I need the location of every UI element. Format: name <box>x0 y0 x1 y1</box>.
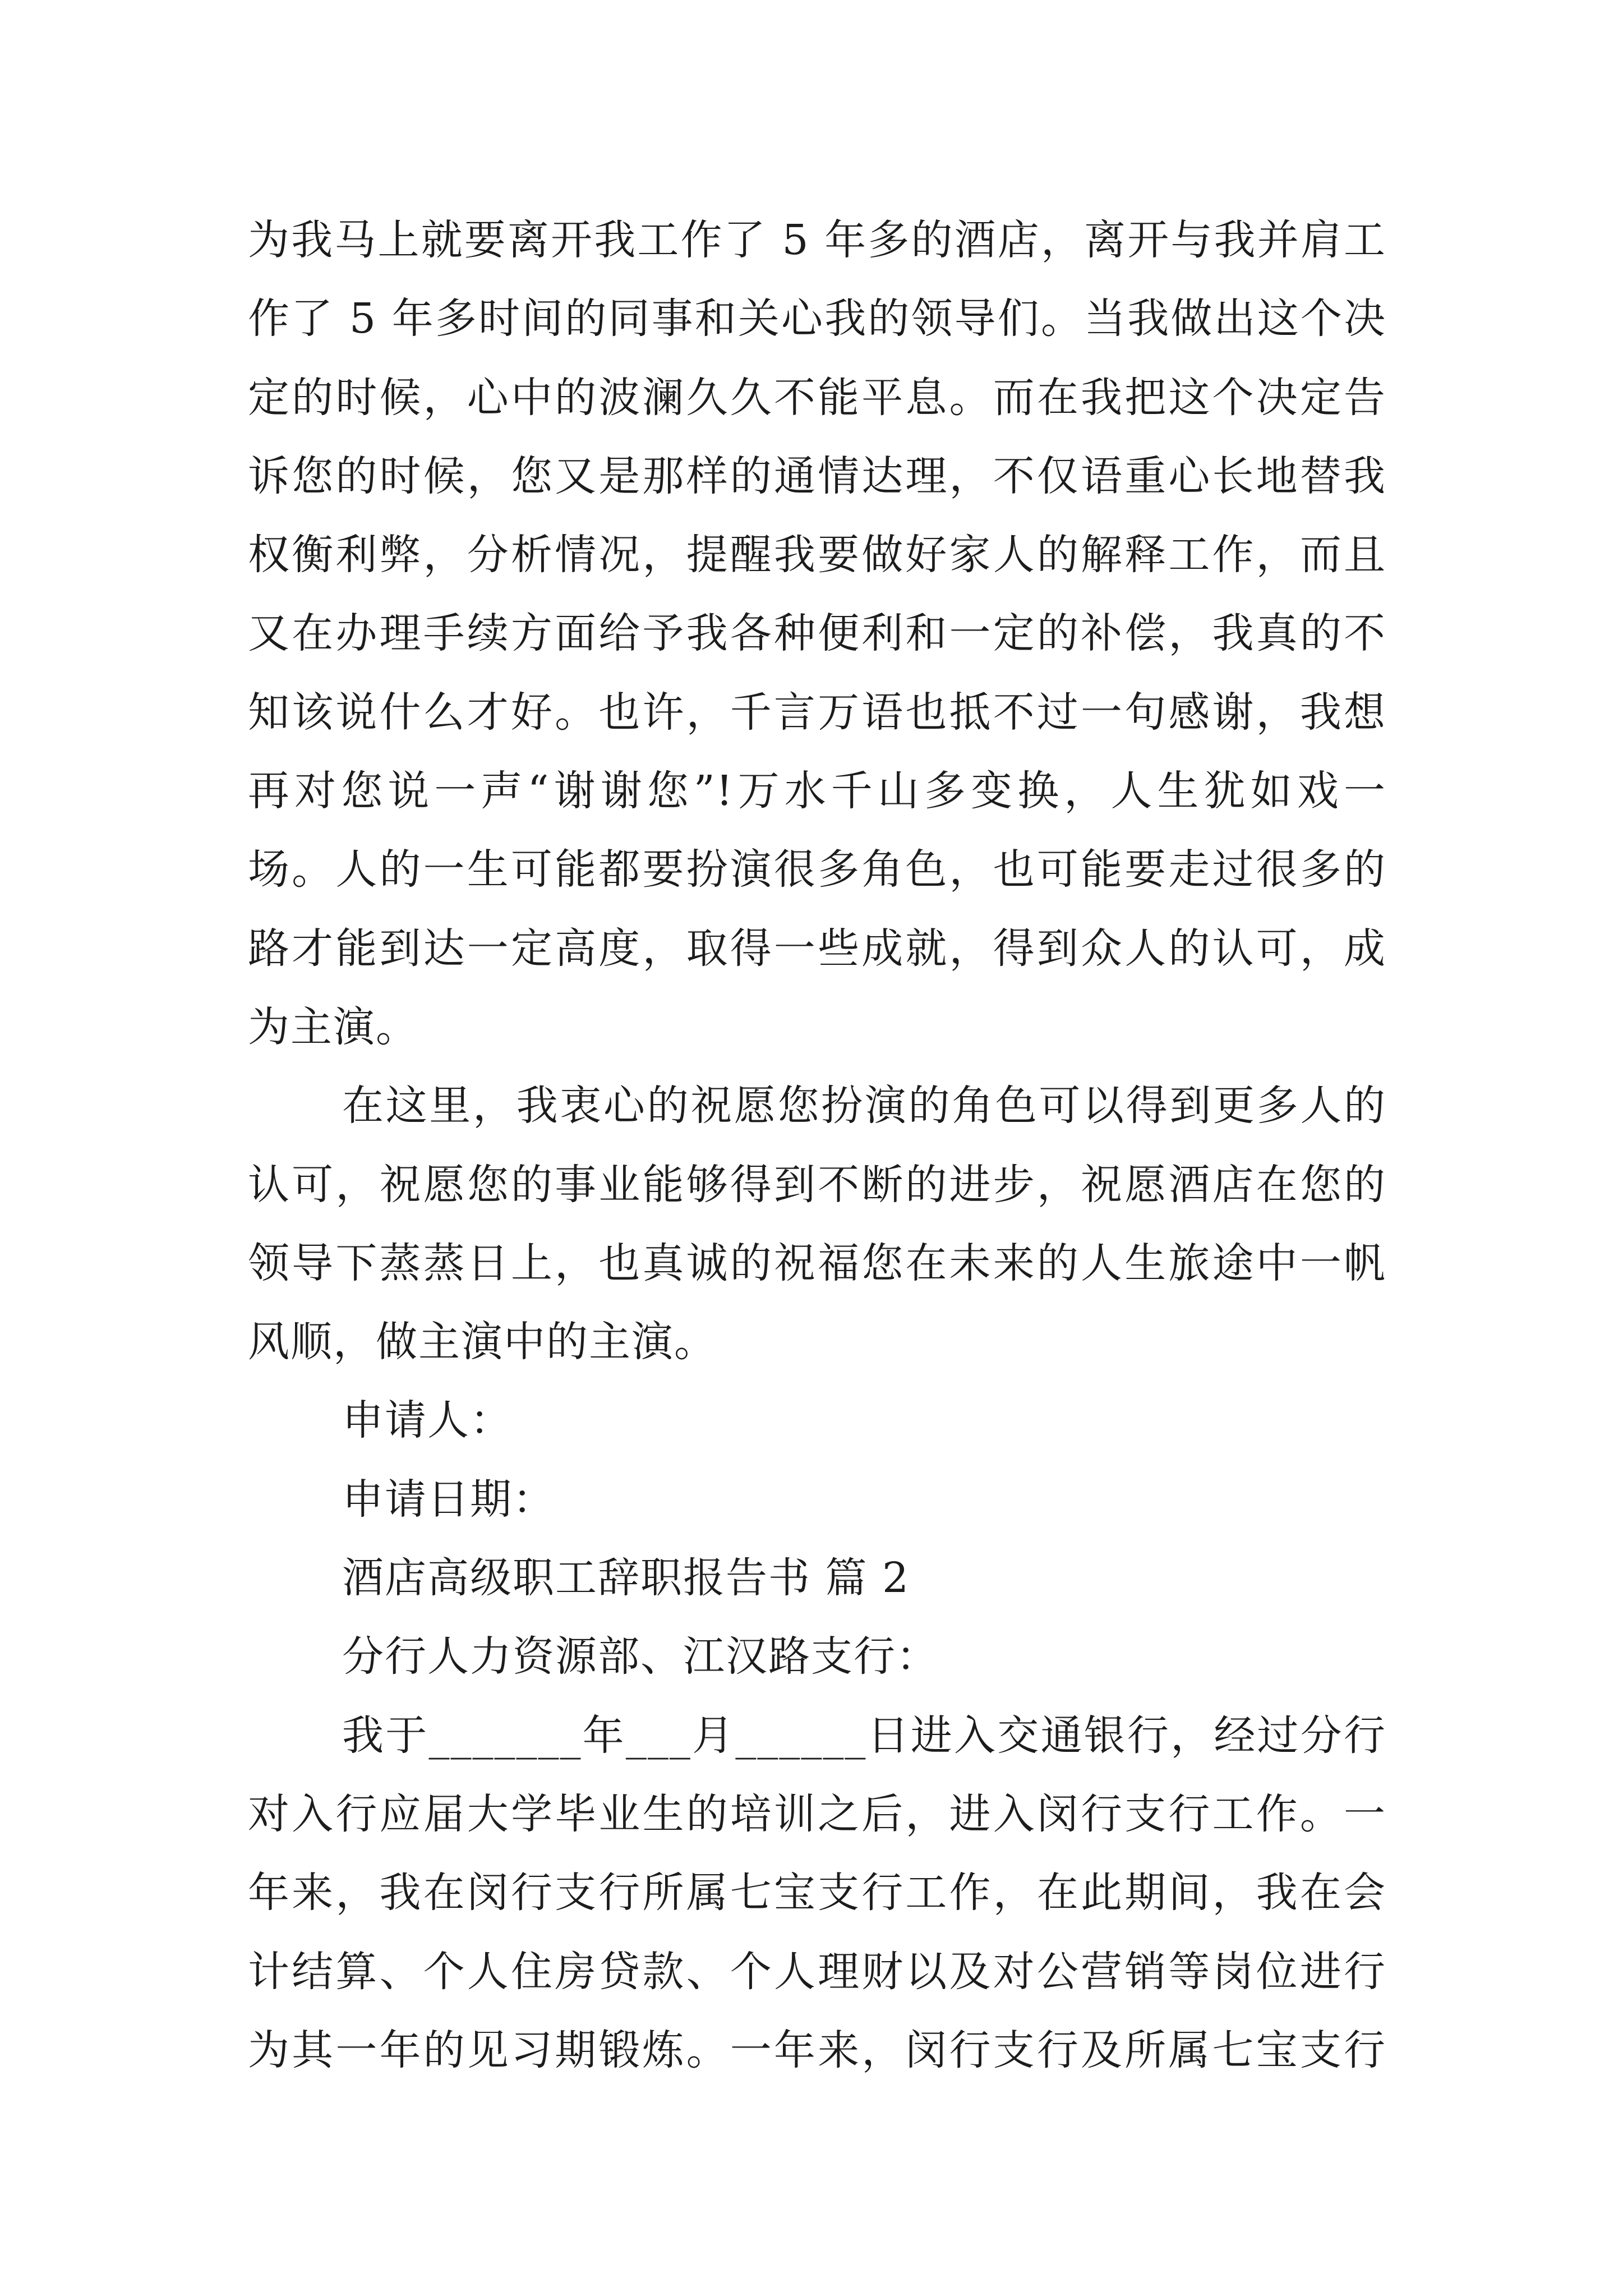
text-line: 对入行应届大学毕业生的培训之后，进入闵行支行工作。一 <box>248 1789 1386 1838</box>
text-line: 年来，我在闵行支行所属七宝支行工作，在此期间，我在会 <box>248 1869 1386 1917</box>
paragraph-bank-intro <box>248 1696 1386 2090</box>
text-line: 权衡利弊，分析情况，提醒我要做好家人的解释工作，而且 <box>248 531 1386 579</box>
text-line: 认可，祝愿您的事业能够得到不断的进步，祝愿酒店在您的 <box>248 1160 1386 1209</box>
paragraph-wishes <box>248 1066 1386 1381</box>
paragraph-thanks <box>248 201 1386 1066</box>
text-line: 为我马上就要离开我工作了 5 年多的酒店，离开与我并肩工 <box>248 216 1386 264</box>
text-line: 为其一年的见习期锻炼。一年来，闵行支行及所属七宝支行 <box>248 2026 1386 2074</box>
text-line: 酒店高级职工辞职报告书 篇 2 <box>342 1554 910 1603</box>
text-line: 诉您的时候，您又是那样的通情达理，不仅语重心长地替我 <box>248 452 1386 500</box>
text-line: 再对您说一声“谢谢您”!万水千山多变换，人生犹如戏一 <box>248 767 1386 816</box>
document-body <box>248 201 1386 2090</box>
text-line: 领导下蒸蒸日上，也真诚的祝福您在未来的人生旅途中一帆 <box>248 1239 1386 1287</box>
applicant-line <box>248 1381 1386 1460</box>
text-line: 知该说什么才好。也许，千言万语也抵不过一句感谢，我想 <box>248 688 1386 737</box>
text-line: 为主演。 <box>248 1002 418 1051</box>
application-date-line <box>248 1460 1386 1539</box>
text-line: 定的时候，心中的波澜久久不能平息。而在我把这个决定告 <box>248 373 1386 422</box>
salutation <box>248 1617 1386 1696</box>
text-line: 风顺，做主演中的主演。 <box>248 1318 717 1366</box>
text-line: 分行人力资源部、江汉路支行： <box>342 1632 939 1681</box>
text-line: 申请人： <box>342 1396 513 1445</box>
text-line: 作了 5 年多时间的同事和关心我的领导们。当我做出这个决 <box>248 295 1386 343</box>
text-line: 我于_______年___月______日进入交通银行，经过分行 <box>342 1711 1386 1760</box>
text-line: 场。人的一生可能都要扮演很多角色，也可能要走过很多的 <box>248 845 1386 894</box>
text-line: 计结算、个人住房贷款、个人理财以及对公营销等岗位进行 <box>248 1947 1386 1996</box>
text-line: 申请日期： <box>342 1475 555 1524</box>
text-line: 路才能到达一定高度，取得一些成就，得到众人的认可，成 <box>248 924 1386 973</box>
text-line: 在这里，我衷心的祝愿您扮演的角色可以得到更多人的 <box>342 1082 1386 1130</box>
section-heading <box>248 1539 1386 1617</box>
text-line: 又在办理手续方面给予我各种便利和一定的补偿，我真的不 <box>248 609 1386 658</box>
